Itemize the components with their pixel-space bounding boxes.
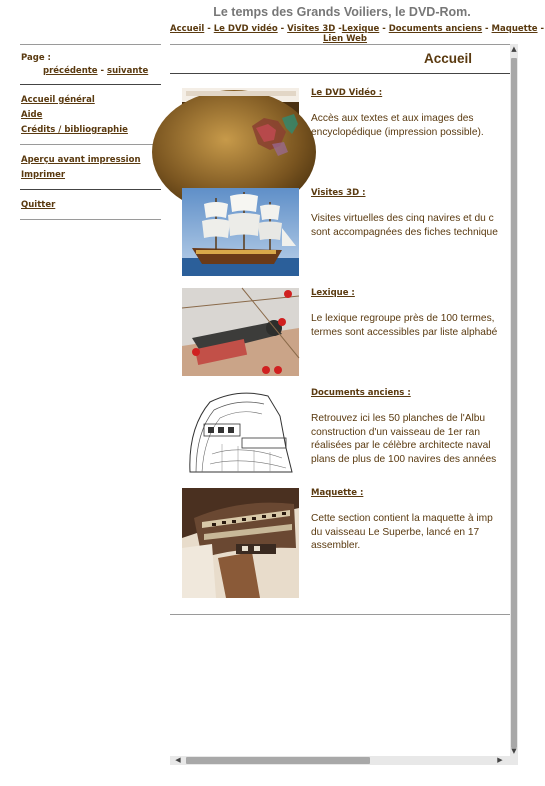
aide-link[interactable]: Aide xyxy=(21,110,43,120)
text-line: Cette section contient la maquette à imp xyxy=(311,513,493,524)
top-nav xyxy=(170,24,545,44)
content-frame xyxy=(170,44,518,764)
section-heading[interactable]: Documents anciens : xyxy=(311,388,411,398)
section-heading[interactable]: Visites 3D : xyxy=(311,188,366,198)
cannon-icon xyxy=(182,288,299,376)
nav-sep: - xyxy=(537,24,545,34)
page-sep: - xyxy=(97,66,108,76)
sailing-ship-thumbnail[interactable] xyxy=(182,188,299,276)
credits-link[interactable]: Crédits / bibliographie xyxy=(21,125,128,135)
vertical-scrollbar[interactable] xyxy=(510,44,518,756)
page-label: Page : xyxy=(21,53,51,63)
text-line: du vaisseau Le Superbe, lancé en 17 xyxy=(311,526,480,538)
text-line: sont accompagnées des fiches technique xyxy=(311,226,498,238)
section-text xyxy=(311,212,511,239)
content-divider xyxy=(170,44,510,45)
section-heading[interactable]: Maquette : xyxy=(311,488,364,498)
nav-lexique[interactable]: Lexique xyxy=(341,24,380,34)
nav-lien-web[interactable]: Lien Web xyxy=(322,34,368,44)
print-preview-link[interactable]: Aperçu avant impression xyxy=(21,155,141,165)
content-area xyxy=(170,44,510,756)
text-line: réalisées par le célèbre architecte naval xyxy=(311,440,491,451)
section-dvd-video xyxy=(182,88,522,198)
sidebar-main-links xyxy=(20,85,161,144)
ship-model-icon xyxy=(182,488,299,598)
nav-sep: - xyxy=(482,24,492,34)
text-line: plans de plus de 100 navires des années xyxy=(311,453,497,465)
scroll-right-icon[interactable]: ▶ xyxy=(497,756,503,764)
nav-sep: - xyxy=(204,24,214,34)
vertical-scroll-thumb[interactable] xyxy=(511,58,517,748)
text-line: encyclopédique (impression possible). xyxy=(311,126,484,138)
ship-drawing-icon xyxy=(182,388,299,476)
nav-accueil[interactable]: Accueil xyxy=(170,24,205,34)
globe-map-icon xyxy=(182,88,299,176)
text-line: assembler. xyxy=(311,540,361,551)
section-text xyxy=(311,412,511,466)
ship-model-thumbnail[interactable] xyxy=(182,488,299,598)
text-line: termes sont accessibles par liste alphabé xyxy=(311,326,498,338)
site-title: Le temps des Grands Voiliers, le DVD-Rom. xyxy=(213,5,471,19)
section-documents-anciens xyxy=(182,388,522,498)
section-text xyxy=(311,312,511,339)
sidebar-divider xyxy=(20,219,161,220)
nav-sep: - xyxy=(335,24,342,34)
text-line: Le lexique regroupe près de 100 termes, xyxy=(311,313,495,324)
section-visites-3d xyxy=(182,188,522,298)
nav-documents-anciens[interactable]: Documents anciens xyxy=(388,24,483,34)
sidebar-page-nav xyxy=(20,45,161,84)
scroll-down-icon[interactable]: ▼ xyxy=(511,747,517,755)
text-line: construction d'un vaisseau de 1er ran xyxy=(311,426,481,438)
print-link[interactable]: Imprimer xyxy=(21,170,66,180)
scroll-left-icon[interactable]: ◀ xyxy=(175,756,181,764)
sidebar-quit xyxy=(20,190,161,219)
section-text xyxy=(311,512,511,553)
section-maquette xyxy=(182,488,522,598)
previous-page-link[interactable]: précédente xyxy=(43,66,98,76)
horizontal-scroll-thumb[interactable] xyxy=(186,757,370,764)
sidebar xyxy=(20,44,161,220)
scroll-up-icon[interactable]: ▲ xyxy=(511,45,517,53)
top-nav-row-2 xyxy=(170,34,520,44)
section-heading[interactable]: Le DVD Vidéo : xyxy=(311,88,383,98)
next-page-link[interactable]: suivante xyxy=(107,66,149,76)
text-line: Retrouvez ici les 50 planches de l'Albu xyxy=(311,413,486,424)
nav-sep: - xyxy=(379,24,389,34)
sidebar-print-links xyxy=(20,145,161,189)
page-links xyxy=(21,66,161,76)
page-title: Accueil xyxy=(423,51,472,66)
nav-visites-3d[interactable]: Visites 3D xyxy=(287,24,336,34)
nav-sep: - xyxy=(277,24,288,34)
content-divider xyxy=(170,614,510,615)
section-text xyxy=(311,112,511,139)
nav-maquette[interactable]: Maquette xyxy=(491,24,538,34)
top-nav-row-1 xyxy=(170,24,545,34)
sailing-ship-icon xyxy=(182,188,299,276)
ship-drawing-thumbnail[interactable] xyxy=(182,388,299,476)
accueil-general-link[interactable]: Accueil général xyxy=(21,95,95,105)
globe-map-thumbnail[interactable] xyxy=(182,88,299,176)
quit-link[interactable]: Quitter xyxy=(21,200,56,210)
text-line: Visites virtuelles des cinq navires et du c xyxy=(311,213,494,224)
title-divider xyxy=(170,73,510,74)
nav-dvd-video[interactable]: Le DVD vidéo xyxy=(213,24,278,34)
horizontal-scrollbar[interactable] xyxy=(170,756,518,765)
cannon-thumbnail[interactable] xyxy=(182,288,299,376)
text-line: Accès aux textes et aux images des xyxy=(311,113,474,124)
section-heading[interactable]: Lexique : xyxy=(311,288,355,298)
section-lexique xyxy=(182,288,522,398)
